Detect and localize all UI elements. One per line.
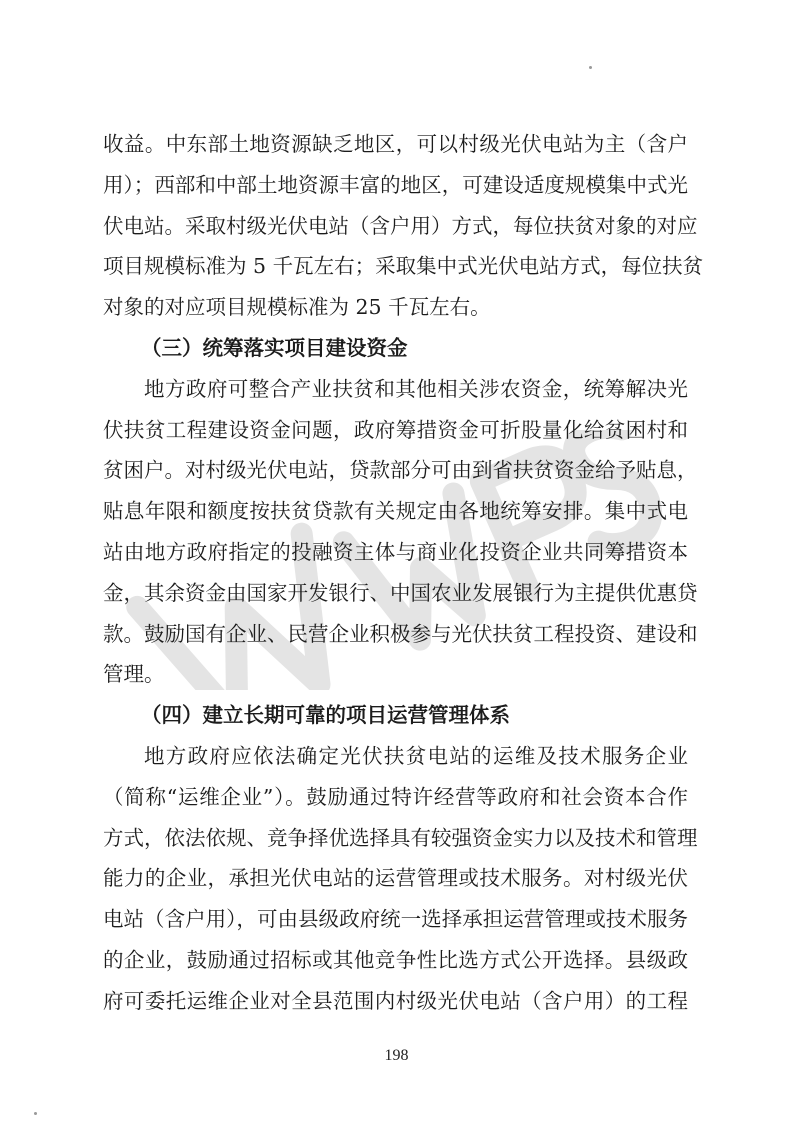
text-line: 能力的企业，承担光伏电站的运营管理或技术服务。对村级光伏 bbox=[103, 866, 688, 891]
text-line: 地方政府应依法确定光伏扶贫电站的运维及技术服务企业 bbox=[144, 743, 688, 768]
text-line: 伏电站。采取村级光伏电站（含户用）方式，每位扶贫对象的对应 bbox=[103, 213, 698, 238]
scan-speck bbox=[34, 1112, 37, 1115]
text-line: 项目规模标准为 5 千瓦左右；采取集中式光伏电站方式，每位扶贫 bbox=[103, 254, 704, 279]
text-line: 管理。 bbox=[103, 662, 165, 687]
text-line: 贫困户。对村级光伏电站，贷款部分可由到省扶贫资金给予贴息， bbox=[103, 458, 698, 483]
text-line: 伏扶贫工程建设资金问题，政府筹措资金可折股量化给贫困村和 bbox=[103, 417, 688, 442]
text-line: 对象的对应项目规模标准为 25 千瓦左右。 bbox=[103, 295, 491, 320]
text-line: 府可委托运维企业对全县范围内村级光伏电站（含户用）的工程 bbox=[103, 988, 688, 1013]
page-number: 198 bbox=[384, 1047, 409, 1064]
text-line: 金，其余资金由国家开发银行、中国农业发展银行为主提供优惠贷 bbox=[103, 580, 698, 605]
body-text bbox=[103, 124, 704, 1022]
text-line: （简称“运维企业”）。鼓励通过特许经营等政府和社会资本合作 bbox=[103, 784, 688, 809]
text-line: 电站（含户用），可由县级政府统一选择承担运营管理或技术服务 bbox=[103, 907, 688, 932]
section-heading: （三）统筹落实项目建设资金 bbox=[141, 335, 408, 360]
text-line: 款。鼓励国有企业、民营企业积极参与光伏扶贫工程投资、建设和 bbox=[103, 621, 698, 646]
text-line: 方式，依法依规、竞争择优选择具有较强资金实力以及技术和管理 bbox=[103, 825, 698, 850]
scan-speck bbox=[589, 66, 592, 69]
text-line: 地方政府可整合产业扶贫和其他相关涉农资金，统筹解决光 bbox=[144, 376, 688, 401]
text-line: 用）；西部和中部土地资源丰富的地区，可建设适度规模集中式光 bbox=[103, 172, 688, 197]
text-line: 收益。中东部土地资源缺乏地区，可以村级光伏电站为主（含户 bbox=[103, 132, 688, 156]
section-heading: （四）建立长期可靠的项目运营管理体系 bbox=[141, 703, 510, 728]
text-line: 站由地方政府指定的投融资主体与商业化投资企业共同筹措资本 bbox=[103, 539, 688, 564]
text-line: 的企业，鼓励通过招标或其他竞争性比选方式公开选择。县级政 bbox=[103, 947, 688, 972]
text-line: 贴息年限和额度按扶贫贷款有关规定由各地统筹安排。集中式电 bbox=[103, 499, 688, 524]
